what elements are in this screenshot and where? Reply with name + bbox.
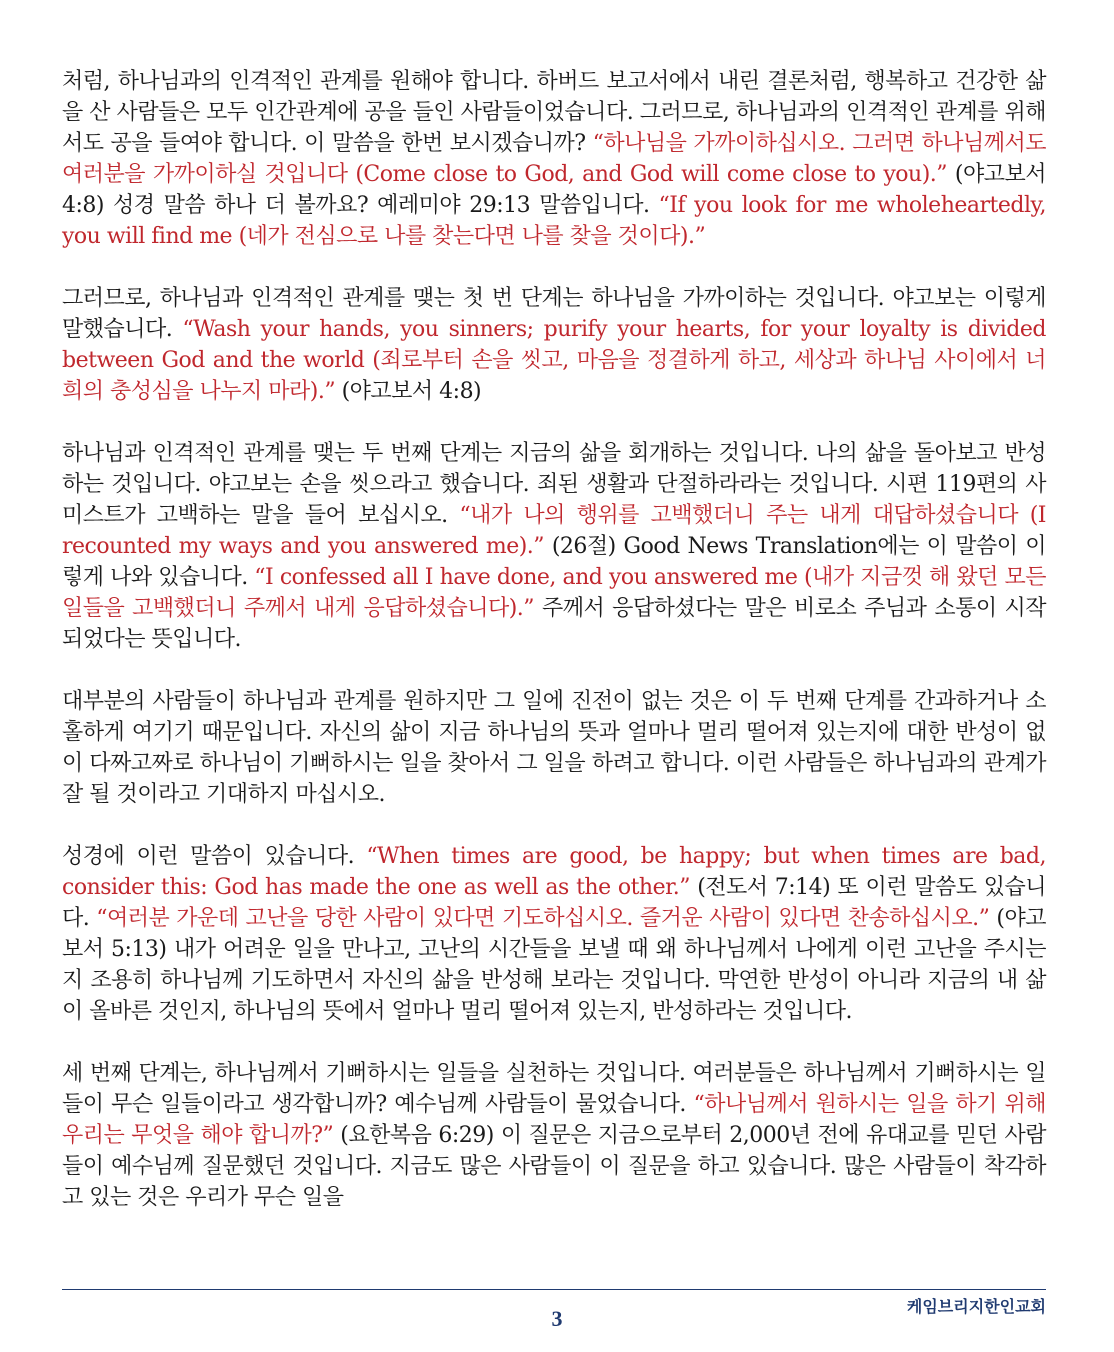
body-text: 그러므로, 하나님과 인격적인 관계를 맺는 첫 번 단계는 하나님을 가까이하는 것입니다. 야고보는 이렇게 말했습니다.	[62, 286, 1046, 342]
body-text: (전도서 7:14) 또 이런 말씀도 있습니다.	[62, 875, 1046, 931]
scripture-quote: “I confessed all I have done, and you answered me (내가 지금껏 해 왔던 모든 일들을 고백했더니 주께서 내게 응답하셨습니다).”	[62, 565, 1046, 621]
body-text: 주께서 응답하셨다는 말은 비로소 주님과 소통이 시작되었다는 뜻입니다.	[62, 596, 1046, 652]
body-text: 성경에 이런 말씀이 있습니다.	[62, 844, 367, 869]
body-text: (요한복음 6:29) 이 질문은 지금으로부터 2,000년 전에 유대교를 믿던 사람들이 예수님께 질문했던 것입니다. 지금도 많은 사람들이 이 질문을 하고 있습니다. 많은 사람들이 착각하고 있는 것은 우리가 무슨 일을	[62, 1123, 1046, 1210]
scripture-quote: “When times are good, be happy; but when times are bad, consider this: God has made the one as well as the other.”	[62, 844, 1046, 900]
paragraph	[62, 841, 1046, 1027]
body-text: 하나님과 인격적인 관계를 맺는 두 번째 단계는 지금의 삶을 회개하는 것입니다. 나의 삶을 돌아보고 반성하는 것입니다. 야고보는 손을 씻으라고 했습니다. 죄된 생활과 단절하라라는 것입니다. 시편 119편의 사미스트가 고백하는 말을 들어 보십시오.	[62, 441, 1046, 528]
scripture-quote: “하나님께서 원하시는 일을 하기 위해 우리는 무엇을 해야 합니까?”	[62, 1092, 1046, 1148]
scripture-quote: “If you look for me wholeheartedly, you will find me (네가 전심으로 나를 찾는다면 나를 찾을 것이다).”	[62, 193, 1047, 249]
document-body	[62, 66, 1046, 1244]
paragraph	[62, 438, 1046, 655]
body-text: 세 번째 단계는, 하나님께서 기뻐하시는 일들을 실천하는 것입니다. 여러분들은 하나님께서 기뻐하시는 일들이 무슨 일들이라고 생각합니까? 예수님께 사람들이 물었습니다.	[62, 1061, 1046, 1117]
page-number: 3	[551, 1306, 563, 1331]
paragraph	[62, 1058, 1046, 1213]
footer-organization: 케임브리지한인교회	[906, 1297, 1046, 1316]
body-text: 처럼, 하나님과의 인격적인 관계를 원해야 합니다. 하버드 보고서에서 내린 결론처럼, 행복하고 건강한 삶을 산 사람들은 모두 인간관계에 공을 들인 사람들이었습니다. 그러므로, 하나님과의 인격적인 관계를 위해서도 공을 들여야 합니다. 이 말씀을 한번 보시겠습니까?	[62, 69, 1046, 156]
scripture-quote: “Wash your hands, you sinners; purify your hearts, for your loyalty is divided between God and the world (죄로부터 손을 씻고, 마음을 정결하게 하고, 세상과 하나님 사이에서 너희의 충성심을 나누지 마라).”	[62, 317, 1046, 404]
footer-divider	[62, 1289, 1046, 1290]
scripture-quote: “여러분 가운데 고난을 당한 사람이 있다면 기도하십시오. 즐거운 사람이 있다면 찬송하십시오.”	[96, 906, 990, 931]
scripture-quote: “내가 나의 행위를 고백했더니 주는 내게 대답하셨습니다 (I recounted my ways and you answered me).”	[62, 503, 1046, 559]
body-text: (야고보서 4:8)	[335, 379, 482, 404]
body-text: 대부분의 사람들이 하나님과 관계를 원하지만 그 일에 진전이 없는 것은 이 두 번째 단계를 간과하거나 소홀하게 여기기 때문입니다. 자신의 삶이 지금 하나님의 뜻과 얼마나 멀리 떨어져 있는지에 대한 반성이 없이 다짜고짜로 하나님이 기뻐하시는 일을 찾아서 그 일을 하려고 합니다. 이런 사람들은 하나님과의 관계가 잘 될 것이라고 기대하지 마십시오.	[62, 689, 1046, 807]
scripture-quote: “하나님을 가까이하십시오. 그러면 하나님께서도 여러분을 가까이하실 것입니다 (Come close to God, and God will come close to you).”	[62, 131, 1046, 187]
body-text: (야고보서 4:8) 성경 말씀 하나 더 볼까요? 예레미야 29:13 말씀입니다.	[62, 162, 1046, 218]
paragraph	[62, 283, 1046, 407]
body-text: (26절) Good News Translation에는 이 말씀이 이렇게 나와 있습니다.	[62, 534, 1046, 590]
paragraph	[62, 686, 1046, 810]
body-text: (야고보서 5:13) 내가 어려운 일을 만나고, 고난의 시간들을 보낼 때 왜 하나님께서 나에게 이런 고난을 주시는지 조용히 하나님께 기도하면서 자신의 삶을 반성해 보라는 것입니다. 막연한 반성이 아니라 지금의 내 삶이 올바른 것인지, 하나님의 뜻에서 얼마나 멀리 떨어져 있는지, 반성하라는 것입니다.	[62, 906, 1046, 1024]
paragraph	[62, 66, 1046, 252]
